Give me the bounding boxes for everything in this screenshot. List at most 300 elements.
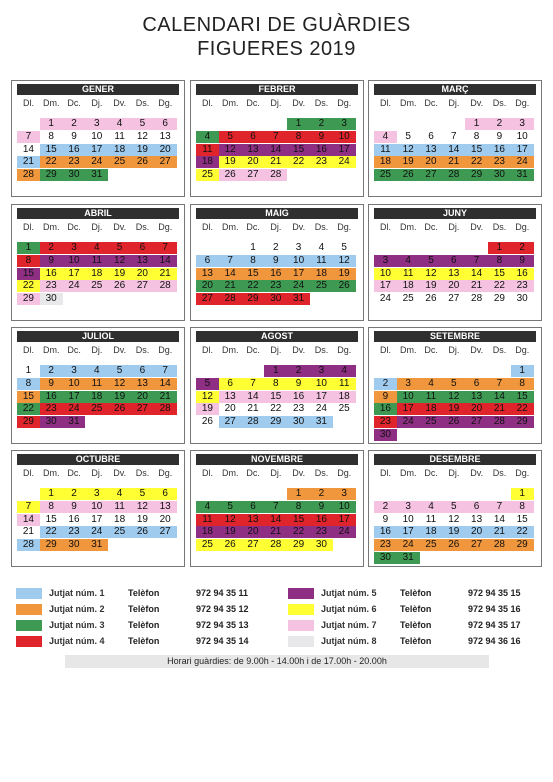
calendar-day: 25 — [310, 280, 333, 292]
weekday-label: Ds. — [492, 345, 507, 355]
calendar-day: 23 — [40, 280, 63, 292]
calendar-day: 30 — [488, 169, 511, 181]
calendar-day: 25 — [108, 156, 131, 168]
calendar-day: 7 — [154, 242, 177, 254]
calendar-day: 31 — [397, 552, 420, 564]
calendar-day: 1 — [17, 242, 40, 254]
calendar-day: 9 — [71, 130, 77, 142]
legend-swatch — [16, 620, 42, 631]
weekday-label: Dj. — [91, 468, 103, 478]
weekday-label: Dg. — [515, 468, 530, 478]
calendar-day: 28 — [154, 280, 177, 292]
calendar-day: 3 — [333, 488, 356, 500]
calendar-day: 6 — [242, 131, 265, 143]
calendar-day: 3 — [397, 501, 420, 513]
calendar-day: 9 — [374, 391, 397, 403]
calendar-day: 22 — [40, 156, 63, 168]
calendar-day: 6 — [442, 255, 465, 267]
month-juny — [368, 204, 542, 321]
calendar-day: 1 — [40, 118, 63, 130]
calendar-day: 15 — [17, 391, 40, 403]
calendar-day: 29 — [511, 539, 534, 551]
calendar-day: 27 — [131, 280, 154, 292]
calendar-day: 11 — [85, 378, 108, 390]
calendar-day: 19 — [442, 526, 465, 538]
weekday-label: Dm. — [400, 98, 417, 108]
weekday-label: Dm. — [43, 98, 60, 108]
weekday-label: Dj. — [448, 98, 460, 108]
calendar-day: 6 — [131, 242, 154, 254]
weekday-label: Dm. — [400, 222, 417, 232]
calendar-day: 29 — [511, 416, 534, 428]
calendar-day: 4 — [420, 501, 443, 513]
calendar-day: 10 — [310, 378, 333, 390]
calendar-day: 30 — [287, 416, 310, 428]
calendar-day: 28 — [154, 403, 177, 415]
calendar-day: 5 — [405, 130, 411, 142]
calendar-day: 26 — [131, 156, 154, 168]
weekday-label: Ds. — [135, 345, 150, 355]
weekday-label: Dj. — [91, 222, 103, 232]
calendar-day: 1 — [40, 488, 63, 500]
calendar-day: 11 — [333, 378, 356, 390]
calendar-day: 3 — [63, 242, 86, 254]
calendar-day: 27 — [154, 526, 177, 538]
calendar-day: 19 — [131, 144, 154, 156]
weekday-label: Dl. — [202, 468, 213, 478]
calendar-day: 15 — [40, 144, 63, 156]
calendar-day: 18 — [333, 391, 356, 403]
calendar-day: 14 — [264, 514, 287, 526]
calendar-day: 24 — [333, 156, 356, 168]
weekday-label: Dl. — [23, 345, 34, 355]
weekday-label: Ds. — [314, 468, 329, 478]
weekday-label: Dg. — [158, 468, 173, 478]
weekday-label: Dm. — [222, 345, 239, 355]
weekday-label: Dl. — [23, 468, 34, 478]
calendar-day: 20 — [131, 391, 154, 403]
weekday-label: Dc. — [67, 222, 81, 232]
calendar-day: 9 — [310, 501, 333, 513]
calendar-day: 27 — [219, 416, 242, 428]
calendar-day: 27 — [131, 403, 154, 415]
weekday-label: Dj. — [270, 468, 282, 478]
weekday-label: Dc. — [67, 345, 81, 355]
calendar-day: 24 — [63, 280, 86, 292]
month-febrer — [190, 80, 364, 197]
calendar-day: 31 — [85, 169, 108, 181]
weekday-label: Dv. — [470, 345, 484, 355]
calendar-day: 30 — [40, 293, 63, 305]
calendar-day: 23 — [488, 156, 511, 168]
calendar-day: 12 — [219, 514, 242, 526]
calendar-day: 30 — [63, 169, 86, 181]
calendar-day: 1 — [511, 488, 534, 500]
calendar-day: 4 — [196, 131, 219, 143]
calendar-day: 2 — [488, 118, 511, 130]
calendar-day: 6 — [242, 501, 265, 513]
weekday-label: Dg. — [515, 98, 530, 108]
calendar-day: 19 — [136, 513, 148, 525]
calendar-day: 6 — [154, 488, 177, 500]
weekday-label: Dc. — [246, 468, 260, 478]
calendar-day: 15 — [511, 391, 534, 403]
calendar-day: 26 — [425, 293, 437, 305]
weekday-label: Dg. — [158, 345, 173, 355]
calendar-day: 11 — [420, 391, 443, 403]
calendar-day: 8 — [287, 131, 310, 143]
legend-telefon-label: Telèfon — [128, 588, 160, 598]
calendar-day: 16 — [40, 391, 63, 403]
calendar-day: 8 — [511, 501, 534, 513]
calendar-day: 13 — [219, 391, 242, 403]
calendar-day: 2 — [40, 242, 63, 254]
calendar-day: 22 — [287, 526, 310, 538]
calendar-day: 28 — [17, 169, 40, 181]
calendar-day: 15 — [17, 268, 40, 280]
calendar-day: 8 — [264, 378, 287, 390]
calendar-day: 15 — [287, 514, 310, 526]
calendar-day: 22 — [287, 156, 310, 168]
calendar-day: 23 — [40, 403, 63, 415]
calendar-day: 5 — [219, 501, 242, 513]
calendar-day: 22 — [511, 403, 534, 415]
legend-phone-number: 972 94 35 11 — [196, 588, 249, 598]
calendar-day: 12 — [397, 144, 420, 156]
calendar-day: 23 — [63, 156, 86, 168]
calendar-day: 10 — [63, 378, 86, 390]
calendar-day: 29 — [40, 169, 63, 181]
weekday-label: Ds. — [135, 222, 150, 232]
month-maig — [190, 204, 364, 321]
weekday-label: Dl. — [380, 222, 391, 232]
weekday-label: Dm. — [43, 222, 60, 232]
calendar-day: 7 — [17, 501, 40, 513]
calendar-day: 22 — [17, 280, 40, 292]
calendar-day: 5 — [420, 255, 443, 267]
weekday-label: Ds. — [314, 345, 329, 355]
calendar-day: 9 — [287, 378, 310, 390]
schedule-footer: Horari guàrdies: de 9.00h - 14.00h i de 17.00h - 20.00h — [65, 655, 489, 668]
calendar-day: 14 — [242, 391, 265, 403]
calendar-day: 3 — [511, 118, 534, 130]
calendar-day: 13 — [159, 130, 171, 142]
weekday-label: Dj. — [448, 345, 460, 355]
calendar-day: 12 — [219, 144, 242, 156]
calendar-day: 5 — [196, 378, 219, 390]
weekday-label: Ds. — [492, 98, 507, 108]
calendar-day: 15 — [287, 144, 310, 156]
calendar-day: 27 — [242, 169, 265, 181]
calendar-day: 18 — [397, 280, 420, 292]
calendar-day: 12 — [108, 378, 131, 390]
calendar-day: 28 — [219, 293, 242, 305]
calendar-day: 5 — [131, 488, 154, 500]
calendar-day: 4 — [108, 118, 131, 130]
legend-label: Jutjat núm. 4 — [49, 636, 105, 646]
calendar-day: 8 — [488, 255, 511, 267]
calendar-day: 15 — [488, 268, 511, 280]
weekday-label: Dc. — [424, 98, 438, 108]
calendar-day: 11 — [374, 144, 397, 156]
weekday-label: Dl. — [202, 222, 213, 232]
calendar-day: 14 — [442, 144, 465, 156]
calendar-day: 5 — [442, 378, 465, 390]
legend-label: Jutjat núm. 8 — [321, 636, 377, 646]
calendar-day: 17 — [63, 268, 86, 280]
calendar-day: 9 — [310, 131, 333, 143]
calendar-day: 11 — [397, 268, 420, 280]
calendar-day: 12 — [448, 513, 460, 525]
month-name: JUNY — [374, 208, 536, 219]
calendar-day: 4 — [85, 365, 108, 377]
calendar-day: 3 — [85, 118, 108, 130]
weekday-label: Dj. — [91, 345, 103, 355]
calendar-day: 23 — [511, 280, 534, 292]
calendar-day: 3 — [85, 488, 108, 500]
month-name: JULIOL — [17, 331, 179, 342]
calendar-day: 22 — [17, 403, 40, 415]
calendar-day: 25 — [420, 539, 443, 551]
calendar-day: 15 — [516, 513, 528, 525]
calendar-day: 12 — [136, 130, 148, 142]
weekday-label: Dm. — [400, 345, 417, 355]
weekday-label: Dv. — [113, 222, 127, 232]
calendar-day: 26 — [108, 403, 131, 415]
legend-telefon-label: Telèfon — [128, 604, 160, 614]
legend-label: Jutjat núm. 2 — [49, 604, 105, 614]
calendar-day: 7 — [488, 378, 511, 390]
calendar-day: 19 — [420, 280, 443, 292]
calendar-day: 2 — [40, 365, 63, 377]
calendar-day: 1 — [488, 242, 511, 254]
calendar-day: 3 — [295, 242, 302, 253]
calendar-day: 29 — [287, 539, 310, 551]
weekday-label: Dv. — [292, 222, 306, 232]
calendar-day: 12 — [131, 501, 154, 513]
calendar-day: 15 — [45, 513, 57, 525]
weekday-label: Dl. — [380, 98, 391, 108]
calendar-day: 23 — [293, 403, 305, 415]
calendar-day: 1 — [287, 118, 310, 130]
calendar-day: 20 — [224, 403, 236, 415]
calendar-day: 12 — [442, 391, 465, 403]
calendar-day: 18 — [114, 513, 126, 525]
calendar-day: 11 — [196, 514, 219, 526]
legend-label: Jutjat núm. 6 — [321, 604, 377, 614]
month-name: ABRIL — [17, 208, 179, 219]
calendar-day: 8 — [40, 501, 63, 513]
calendar-day: 21 — [488, 526, 511, 538]
calendar-day: 3 — [63, 365, 86, 377]
calendar-day: 25 — [402, 293, 414, 305]
calendar-day: 27 — [465, 539, 488, 551]
calendar-day: 10 — [333, 131, 356, 143]
calendar-day: 18 — [374, 156, 397, 168]
calendar-day: 29 — [17, 416, 40, 428]
calendar-day: 14 — [17, 514, 40, 526]
weekday-label: Dc. — [424, 345, 438, 355]
calendar-day: 1 — [250, 242, 256, 253]
calendar-day: 1 — [264, 365, 287, 377]
weekday-label: Dl. — [380, 468, 391, 478]
weekday-label: Dg. — [337, 98, 352, 108]
calendar-day: 28 — [264, 169, 287, 181]
calendar-day: 26 — [219, 539, 242, 551]
calendar-day: 18 — [310, 268, 333, 280]
calendar-day: 25 — [85, 403, 108, 415]
calendar-day: 28 — [264, 539, 287, 551]
weekday-label: Dg. — [337, 345, 352, 355]
calendar-day: 12 — [420, 268, 443, 280]
calendar-day: 7 — [242, 378, 265, 390]
weekday-label: Dg. — [337, 468, 352, 478]
calendar-day: 17 — [63, 391, 86, 403]
legend-label: Jutjat núm. 3 — [49, 620, 105, 630]
month-name: GENER — [17, 84, 179, 95]
calendar-day: 2 — [273, 242, 279, 253]
calendar-day: 29 — [242, 293, 265, 305]
weekday-label: Dj. — [270, 222, 282, 232]
calendar-day: 2 — [287, 365, 310, 377]
weekday-label: Dm. — [222, 222, 239, 232]
calendar-day: 13 — [131, 255, 154, 267]
calendar-day: 6 — [428, 130, 434, 142]
calendar-day: 22 — [40, 526, 63, 538]
legend-phone-number: 972 94 35 14 — [196, 636, 249, 646]
calendar-day: 4 — [374, 131, 397, 143]
page-title: CALENDARI DE GUÀRDIES — [142, 14, 411, 36]
calendar-day: 28 — [471, 293, 483, 305]
calendar-day: 7 — [219, 255, 242, 267]
weekday-label: Dv. — [292, 98, 306, 108]
weekday-label: Dv. — [470, 98, 484, 108]
calendar-day: 14 — [493, 513, 505, 525]
legend-phone-number: 972 94 35 12 — [196, 604, 249, 614]
legend-telefon-label: Telèfon — [128, 620, 160, 630]
calendar-day: 17 — [374, 280, 397, 292]
weekday-label: Dj. — [270, 345, 282, 355]
month-name: NOVEMBRE — [196, 454, 358, 465]
calendar-day: 19 — [333, 268, 356, 280]
calendar-day: 18 — [85, 268, 108, 280]
calendar-day: 17 — [91, 513, 103, 525]
calendar-day: 15 — [264, 391, 287, 403]
calendar-day: 21 — [247, 403, 259, 415]
calendar-day: 14 — [154, 378, 177, 390]
calendar-day: 4 — [108, 488, 131, 500]
month-name: AGOST — [196, 331, 358, 342]
calendar-day: 2 — [63, 118, 86, 130]
calendar-day: 9 — [382, 513, 389, 525]
weekday-label: Dv. — [113, 468, 127, 478]
calendar-day: 24 — [287, 280, 310, 292]
weekday-label: Dm. — [43, 345, 60, 355]
calendar-day: 26 — [397, 169, 420, 181]
calendar-day: 14 — [22, 143, 34, 155]
calendar-day: 20 — [154, 144, 177, 156]
calendar-day: 8 — [242, 255, 265, 267]
legend-swatch — [288, 636, 314, 647]
weekday-label: Dv. — [113, 345, 127, 355]
weekday-label: Dl. — [202, 345, 213, 355]
calendar-day: 20 — [442, 280, 465, 292]
legend-phone-number: 972 94 35 17 — [468, 620, 521, 630]
calendar-day: 31 — [63, 416, 86, 428]
calendar-day: 11 — [310, 255, 333, 267]
calendar-day: 20 — [159, 513, 171, 525]
legend-label: Jutjat núm. 5 — [321, 588, 377, 598]
calendar-day: 27 — [420, 169, 443, 181]
calendar-day: 21 — [264, 526, 287, 538]
calendar-day: 8 — [473, 130, 480, 142]
weekday-label: Dv. — [113, 98, 127, 108]
calendar-day: 5 — [442, 501, 465, 513]
calendar-day: 16 — [40, 268, 63, 280]
calendar-day: 1 — [511, 365, 534, 377]
calendar-day: 17 — [511, 144, 534, 156]
calendar-day: 22 — [511, 526, 534, 538]
calendar-day: 7 — [17, 131, 40, 143]
calendar-day: 21 — [22, 526, 34, 538]
calendar-day: 11 — [196, 144, 219, 156]
calendar-day: 25 — [108, 526, 131, 538]
calendar-day: 19 — [219, 526, 242, 538]
calendar-day: 17 — [333, 144, 356, 156]
calendar-day: 23 — [374, 539, 397, 551]
calendar-day: 20 — [420, 156, 443, 168]
legend-swatch — [288, 588, 314, 599]
legend-telefon-label: Telèfon — [400, 588, 432, 598]
calendar-day: 26 — [333, 280, 356, 292]
calendar-day: 10 — [333, 501, 356, 513]
calendar-day: 22 — [242, 280, 265, 292]
calendar-day: 27 — [154, 156, 177, 168]
calendar-day: 21 — [442, 156, 465, 168]
legend-swatch — [288, 620, 314, 631]
weekday-label: Dl. — [202, 98, 213, 108]
calendar-day: 10 — [287, 255, 310, 267]
weekday-label: Dm. — [222, 468, 239, 478]
calendar-day: 26 — [442, 416, 465, 428]
calendar-day: 9 — [63, 501, 86, 513]
calendar-day: 12 — [196, 391, 219, 403]
calendar-day: 9 — [40, 255, 63, 267]
calendar-day: 20 — [465, 403, 488, 415]
calendar-day: 24 — [63, 403, 86, 415]
calendar-day: 5 — [108, 242, 131, 254]
page-subtitle: FIGUERES 2019 — [197, 38, 356, 60]
calendar-day: 19 — [397, 156, 420, 168]
calendar-day: 7 — [264, 501, 287, 513]
calendar-day: 25 — [196, 539, 219, 551]
calendar-day: 9 — [496, 130, 503, 142]
calendar-day: 16 — [511, 268, 534, 280]
calendar-day: 29 — [465, 169, 488, 181]
calendar-day: 13 — [420, 144, 443, 156]
calendar-day: 21 — [154, 391, 177, 403]
calendar-day: 13 — [465, 391, 488, 403]
calendar-day: 22 — [488, 280, 511, 292]
calendar-day: 21 — [154, 268, 177, 280]
weekday-label: Dc. — [67, 468, 81, 478]
weekday-label: Dv. — [470, 468, 484, 478]
weekday-label: Ds. — [314, 98, 329, 108]
calendar-day: 16 — [374, 526, 397, 538]
month-març — [368, 80, 542, 197]
month-name: DESEMBRE — [374, 454, 536, 465]
calendar-day: 25 — [338, 403, 350, 415]
